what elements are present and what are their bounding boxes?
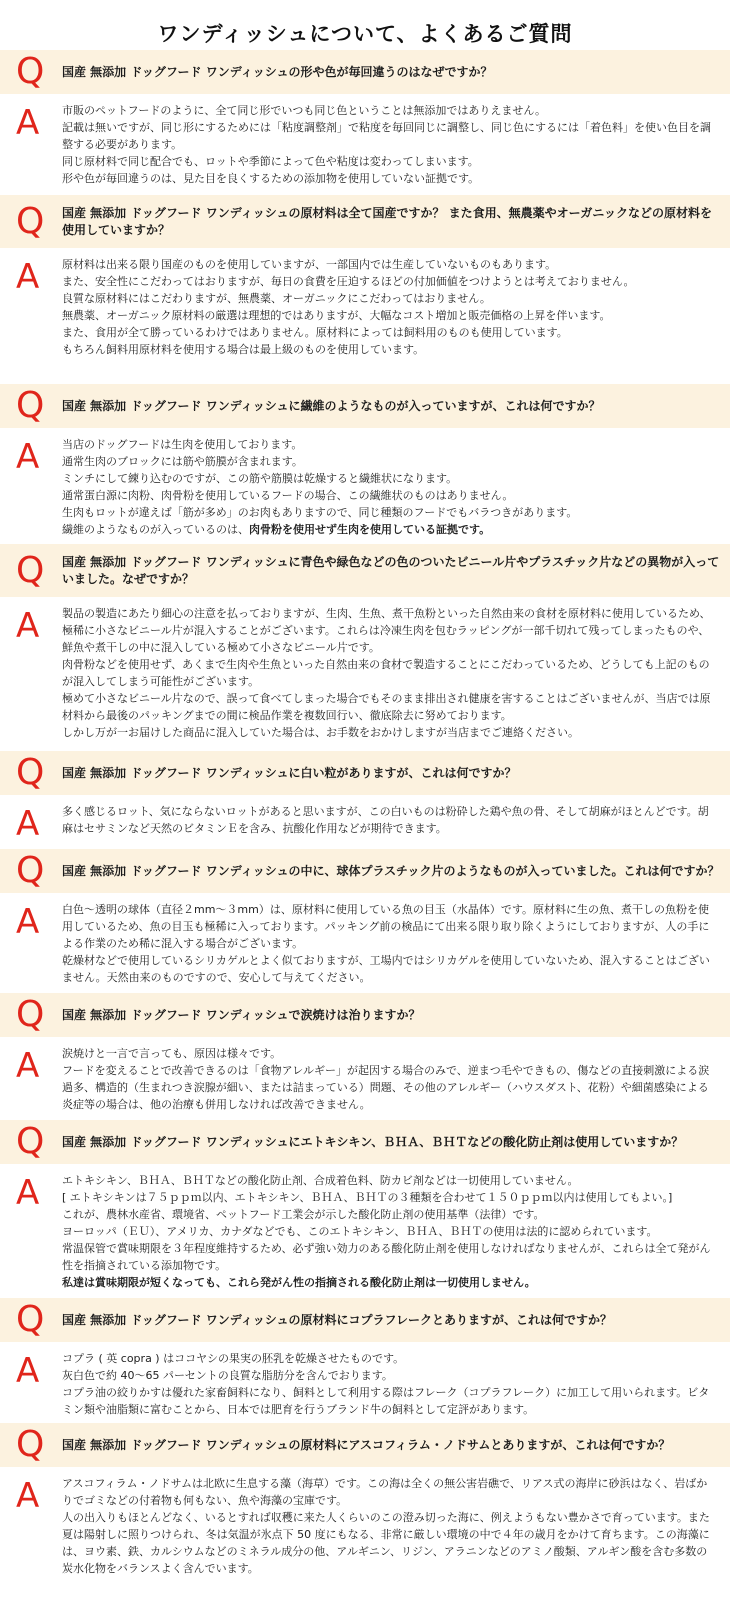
answer-row (0, 248, 730, 384)
answer-line (62, 504, 577, 521)
faq-item (0, 1120, 730, 1298)
a-icon: A (16, 902, 40, 942)
q-icon: Q (16, 1299, 45, 1340)
answer-line (62, 1475, 718, 1509)
question-text: 国産 無添加 ドッグフード ワンディッシュの原材料にアスコフィラム・ノドサムとありますが、これは何ですか？ (62, 1437, 671, 1452)
question-text: 国産 無添加 ドッグフード ワンディッシュの形や色が毎回違うのはなぜですか？ (62, 64, 493, 79)
faq-item (0, 195, 730, 384)
answer-row (0, 1037, 730, 1120)
answer-line (62, 256, 635, 273)
a-icon: A (16, 1351, 40, 1391)
answer-line (62, 102, 718, 119)
answer-line (62, 690, 718, 724)
answer-line-text: 製品の製造にあたり細心の注意を払っておりますが、生肉、生魚、煮干魚粉といった自然由来の食材を原材料に使用しているため、極稀に小さなビニール片が混入することがございます。これらは冷凍生肉を包むラッピングが一部千切れて残ってしまったものや、鮮魚や煮干しの中に混入している極めて小さなビニール片です。 (62, 607, 711, 654)
question-text: 国産 無添加 ドッグフード ワンディッシュに白い粒がありますが、これは何ですか？ (62, 765, 517, 780)
answer-text (62, 803, 718, 837)
answer-text (62, 1350, 718, 1418)
answer-line-text: しかし万が一お届けした商品に混入していた場合は、お手数をおかけしますが当店までご連絡ください。 (62, 726, 579, 739)
faq-item (0, 849, 730, 993)
answer-line-text: 乾燥材などで使用しているシリカゲルとよく似ておりますが、工場内ではシリカゲルを使用していないため、混入することはございません。天然由来のものですので、安心して与えてください。 (62, 954, 710, 984)
answer-line (62, 1062, 718, 1113)
answer-text (62, 256, 635, 358)
answer-line (62, 273, 635, 290)
page-title: ワンディッシュについて、よくあるご質問 (157, 22, 573, 46)
answer-line (62, 1045, 718, 1062)
answer-text (62, 605, 718, 741)
a-icon: A (16, 804, 40, 844)
answer-line (62, 1509, 718, 1577)
answer-line (62, 1223, 718, 1240)
answer-line (62, 1240, 718, 1274)
answer-line-text: フードを変えることで改善できるのは「食物アレルギー」が起因する場合のみで、逆まつ毛やできもの、傷などの直接刺激による涙過多、構造的（生まれつき涙腺が細い、または詰まっている）問題、その他のアレルギー（ハウスダスト、花粉）や細菌感染による炎症等の場合は、他の治療も併用しなければ改善できません。 (62, 1064, 710, 1111)
faq-item (0, 993, 730, 1120)
faq-item (0, 1298, 730, 1423)
answer-line-text: 極めて小さなビニール片なので、誤って食べてしまった場合でもそのまま排出され健康を害することはございませんが、当店では原材料から最後のパッキングまでの間に検品作業を複数回行い、徹底除去に努めております。 (62, 692, 711, 722)
question-text: 国産 無添加 ドッグフード ワンディッシュで涙焼けは治りますか？ (62, 1007, 421, 1022)
answer-line (62, 324, 635, 341)
answer-row (0, 1342, 730, 1423)
answer-line-text: 当店のドッグフードは生肉を使用しております。 (62, 438, 303, 451)
answer-emphasis: 私達は賞味期限が短くなっても、これら発がん性の指摘される酸化防止剤は一切使用しません。 (62, 1276, 536, 1289)
faq-item (0, 1423, 730, 1580)
answer-line (62, 1367, 718, 1384)
answer-text (62, 901, 718, 986)
a-icon: A (16, 606, 40, 646)
answer-text (62, 102, 718, 187)
faq-item (0, 751, 730, 849)
answer-line (62, 656, 718, 690)
answer-line (62, 1384, 718, 1418)
question-text: 国産 無添加 ドッグフード ワンディッシュに繊維のようなものが入っていますが、これは何ですか？ (62, 398, 601, 413)
question-text: 国産 無添加 ドッグフード ワンディッシュにエトキシキン、ＢＨＡ、ＢＨＴなどの酸化防止剤は使用していますか？ (62, 1134, 684, 1149)
question-text: 国産 無添加 ドッグフード ワンディッシュの原材料にコプラフレークとありますが、これは何ですか？ (62, 1312, 613, 1327)
answer-line-text: ヨーロッパ（ＥＵ）、アメリカ、カナダなどでも、このエトキシキン、ＢＨＡ、ＢＨＴの使用は法的に認められています。 (62, 1225, 658, 1238)
question-row (0, 384, 730, 428)
q-icon: Q (16, 200, 45, 242)
answer-line (62, 307, 635, 324)
answer-line-text: 形や色が毎回違うのは、見た目を良くするための添加物を使用していない証拠です。 (62, 172, 480, 185)
answer-line-text: 繊維のようなものが入っているのは、 (62, 523, 249, 536)
q-icon: Q (16, 549, 45, 591)
answer-line-text: 人の出入りもほとんどなく、いるとすれば収穫に来た人くらいのこの澄み切った海に、例えようもない豊かさで育っています。また夏は陽射しに照りつけられ、冬は気温が氷点下 50 度にもなる、非常に厳しい環境の中で４年の歳月をかけて育ちます。この海藻には、ヨウ素、鉄、カルシウムなどのミネラル成分の他、アルギニン、リジン、アラニンなどのアミノ酸類、アルギン酸を含む多数の炭水化物をバランスよく含んでいます。 (62, 1511, 710, 1575)
answer-line-text: 記載は無いですが、同じ形にするためには「粘度調整剤」で粘度を毎回同じに調整し、同じ色にするには「着色料」を使い色目を調整する必要があります。 (62, 121, 711, 151)
a-icon: A (16, 257, 40, 297)
question-row (0, 1120, 730, 1164)
answer-line-text: アスコフィラム・ノドサムは北欧に生息する藻（海草）です。この海は全くの無公害岩礁で、リアス式の海岸に砂浜はなく、岩ばかりでゴミなどの付着物も何もない、魚や海藻の宝庫です。 (62, 1477, 708, 1507)
a-icon: A (16, 103, 40, 143)
q-icon: Q (16, 1121, 45, 1162)
question-row (0, 1423, 730, 1467)
answer-line (62, 952, 718, 986)
answer-text (62, 1172, 718, 1291)
answer-line (62, 1172, 718, 1189)
answer-line (62, 724, 718, 741)
answer-row (0, 893, 730, 993)
question-row (0, 195, 730, 248)
question-row (0, 50, 730, 94)
answer-line (62, 487, 577, 504)
answer-line-text: [ エトキシキンは７５ｐｐｍ以内、エトキシキン、ＢＨＡ、ＢＨＴの３種類を合わせて１５０ｐｐｍ以内は使用してもよい。] (62, 1191, 673, 1204)
faq-item (0, 384, 730, 544)
answer-line (62, 153, 718, 170)
question-text: 国産 無添加 ドッグフード ワンディッシュに青色や緑色などの色のついたビニール片やプラスチック片などの異物が入っていました。なぜですか？ (62, 554, 720, 586)
answer-line-text: 生肉もロットが違えば「筋が多め」のお肉もありますので、同じ種類のフードでもバラつきがあります。 (62, 506, 578, 519)
answer-text (62, 436, 577, 538)
answer-emphasis: 肉骨粉を使用せず生肉を使用している証拠です。 (249, 523, 491, 536)
answer-row (0, 1164, 730, 1298)
answer-line (62, 1274, 718, 1291)
answer-line (62, 341, 635, 358)
q-icon: Q (16, 850, 45, 891)
answer-line (62, 470, 577, 487)
q-icon: Q (16, 51, 45, 92)
answer-line (62, 1206, 718, 1223)
answer-text (62, 1475, 718, 1577)
answer-line-text: 通常生肉のブロックには筋や筋膜が含まれます。 (62, 455, 303, 468)
question-row (0, 849, 730, 893)
answer-line-text: また、食用が全て勝っているわけではありません。原材料によっては飼料用のものも使用しています。 (62, 326, 568, 339)
answer-line-text: 白色〜透明の球体（直径２mm〜３mm）は、原材料に使用している魚の目玉（水晶体）です。原材料に生の魚、煮干しの魚粉を使用しているため、魚の目玉も極稀に入っております。パッキング前の検品にて出来る限り取り除くようにしておりますが、人の手による作業のため稀に混入する場合がございます。 (62, 903, 710, 950)
answer-line-text: エトキシキン、ＢＨＡ、ＢＨＴなどの酸化防止剤、合成着色料、防カビ剤などは一切使用していません。 (62, 1174, 579, 1187)
answer-row (0, 94, 730, 195)
answer-line-text: ミンチにして練り込むのですが、この筋や筋膜は乾燥すると繊維状になります。 (62, 472, 458, 485)
answer-line (62, 290, 635, 307)
answer-line-text: 無農薬、オーガニック原材料の厳選は理想的ではありますが、大幅なコスト増加と販売価格の上昇を伴います。 (62, 309, 611, 322)
answer-line-text: 同じ原材料で同じ配合でも、ロットや季節によって色や粘度は変わってしまいます。 (62, 155, 479, 168)
answer-line (62, 605, 718, 656)
answer-line (62, 119, 718, 153)
answer-line (62, 901, 718, 952)
answer-line (62, 1189, 718, 1206)
answer-line (62, 1350, 718, 1367)
answer-row (0, 597, 730, 751)
answer-text (62, 1045, 718, 1113)
question-row (0, 544, 730, 597)
question-row (0, 993, 730, 1037)
answer-line-text: 灰白色で約 40〜65 パーセントの良質な脂肪分を含んでおります。 (62, 1369, 393, 1382)
answer-line-text: また、安全性にこだわってはおりますが、毎日の食費を圧迫するほどの付加価値をつけようとは考えておりません。 (62, 275, 635, 288)
answer-line-text: 常温保管で賞味期限を３年程度維持するため、必ず強い効力のある酸化防止剤を使用しなければなりませんが、これらは全て発がん性を指摘されている添加物です。 (62, 1242, 711, 1272)
answer-line-text: コプラ油の絞りかすは優れた家畜飼料になり、飼料として利用する際はフレーク（コプラフレーク）に加工して用いられます。ビタミン類や油脂類に富むことから、日本では肥育を行うブランド牛の飼料として定評があります。 (62, 1386, 710, 1416)
q-icon: Q (16, 994, 45, 1035)
answer-line-text: 多く感じるロット、気にならないロットがあると思いますが、この白いものは粉砕した鶏や魚の骨、そして胡麻がほとんどです。胡麻はセサミンなど天然のビタミンＥを含み、抗酸化作用などが期待できます。 (62, 805, 709, 835)
q-icon: Q (16, 752, 45, 793)
answer-line-text: コプラ ( 英 copra ) はココヤシの果実の胚乳を乾燥させたものです。 (62, 1352, 405, 1365)
answer-line (62, 436, 577, 453)
question-row (0, 1298, 730, 1342)
answer-line-text: 涙焼けと一言で言っても、原因は様々です。 (62, 1047, 282, 1060)
answer-line-text: 肉骨粉などを使用せず、あくまで生肉や生魚といった自然由来の食材で製造することにこだわっているため、どうしても上記のものが混入してしまう可能性がございます。 (62, 658, 710, 688)
answer-row (0, 1467, 730, 1580)
question-text: 国産 無添加 ドッグフード ワンディッシュの原材料は全て国産ですか？ また食用、無農薬やオーガニックなどの原材料を使用していますか？ (62, 205, 712, 237)
faq-item (0, 544, 730, 751)
answer-line-text: 良質な原材料にはこだわりますが、無農薬、オーガニックにこだわってはおりません。 (62, 292, 491, 305)
faq-item (0, 50, 730, 195)
answer-line-text: 原材料は出来る限り国産のものを使用していますが、一部国内では生産していないものもあります。 (62, 258, 557, 271)
question-text: 国産 無添加 ドッグフード ワンディッシュの中に、球体プラスチック片のようなものが入っていました。これは何ですか？ (62, 863, 720, 878)
answer-line-text: もちろん飼料用原材料を使用する場合は最上級のものを使用しています。 (62, 343, 425, 356)
a-icon: A (16, 437, 40, 477)
question-row (0, 751, 730, 795)
answer-line-text: 通常蛋白源に肉粉、肉骨粉を使用しているフードの場合、この繊維状のものはありません。 (62, 489, 514, 502)
a-icon: A (16, 1046, 40, 1086)
a-icon: A (16, 1476, 40, 1516)
a-icon: A (16, 1173, 40, 1213)
q-icon: Q (16, 385, 45, 426)
answer-row (0, 795, 730, 849)
answer-line (62, 521, 577, 538)
answer-line (62, 170, 718, 187)
answer-row (0, 428, 730, 544)
faq-list (0, 50, 730, 1580)
q-icon: Q (16, 1424, 45, 1465)
answer-line (62, 803, 718, 837)
answer-line-text: これが、農林水産省、環境省、ペットフード工業会が示した酸化防止剤の使用基準（法律）です。 (62, 1208, 545, 1221)
answer-line-text: 市販のペットフードのように、全て同じ形でいつも同じ色ということは無添加ではありえません。 (62, 104, 546, 117)
answer-line (62, 453, 577, 470)
